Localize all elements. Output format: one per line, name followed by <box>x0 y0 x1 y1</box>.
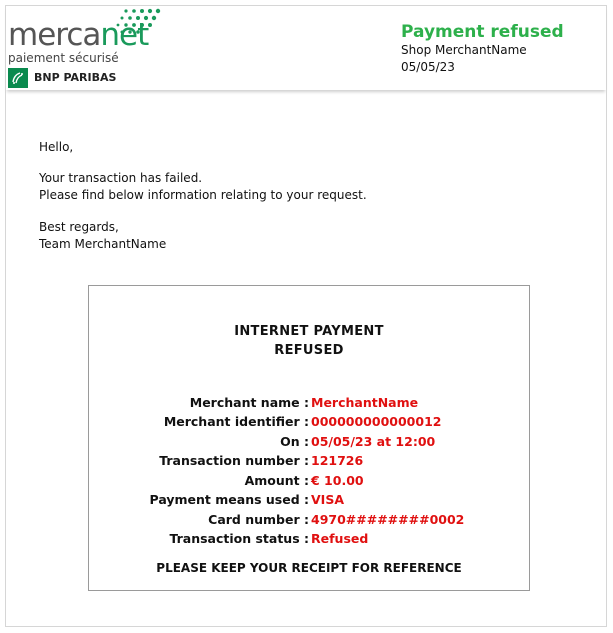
email-frame <box>5 5 607 627</box>
row-label: Merchant name : <box>189 395 309 410</box>
mercanet-logo <box>8 8 168 88</box>
shop-name: Shop MerchantName <box>401 43 527 57</box>
email-header <box>6 6 606 90</box>
receipt-row-payment-means <box>89 492 529 511</box>
message-line-1: Your transaction has failed. <box>39 171 203 185</box>
greeting: Hello, <box>39 140 74 154</box>
row-value: 05/05/23 at 12:00 <box>311 434 436 449</box>
receipt-title-line-2: REFUSED <box>274 343 344 358</box>
row-value: 4970########0002 <box>311 512 465 527</box>
bank-name: BNP PARIBAS <box>34 71 117 84</box>
row-value: Refused <box>311 531 369 546</box>
receipt-row-transaction-status <box>89 531 529 550</box>
receipt-title-line-1: INTERNET PAYMENT <box>234 324 384 339</box>
signature: Team MerchantName <box>39 237 167 251</box>
row-value: € 10.00 <box>311 473 364 488</box>
row-label: Card number : <box>208 512 309 527</box>
receipt-row-card-number <box>89 512 529 531</box>
row-value: MerchantName <box>311 395 419 410</box>
receipt-row-amount <box>89 473 529 492</box>
row-label: Transaction number : <box>159 453 309 468</box>
closing: Best regards, <box>39 220 119 234</box>
payment-status-title: Payment refused <box>401 22 564 42</box>
row-value: VISA <box>311 492 345 507</box>
receipt-footer-note: PLEASE KEEP YOUR RECEIPT FOR REFERENCE <box>156 561 462 575</box>
receipt-row-merchant-name <box>89 395 529 414</box>
row-label: Transaction status : <box>169 531 309 546</box>
receipt-row-merchant-identifier <box>89 414 529 433</box>
receipt-row-transaction-number <box>89 453 529 472</box>
row-label: Merchant identifier : <box>163 414 309 429</box>
logo-tagline: paiement sécurisé <box>8 51 119 65</box>
row-value: 121726 <box>311 453 364 468</box>
receipt-row-date <box>89 434 529 453</box>
header-date: 05/05/23 <box>401 60 455 74</box>
row-label: On : <box>280 434 309 449</box>
bnp-paribas-logo-icon <box>8 68 28 88</box>
row-value: 000000000000012 <box>311 414 442 429</box>
logo-wordmark: mercanet <box>8 17 149 53</box>
row-label: Payment means used : <box>149 492 309 507</box>
message-line-2: Please find below information relating to your request. <box>39 188 367 202</box>
row-label: Amount : <box>244 473 309 488</box>
payment-receipt <box>88 285 530 591</box>
